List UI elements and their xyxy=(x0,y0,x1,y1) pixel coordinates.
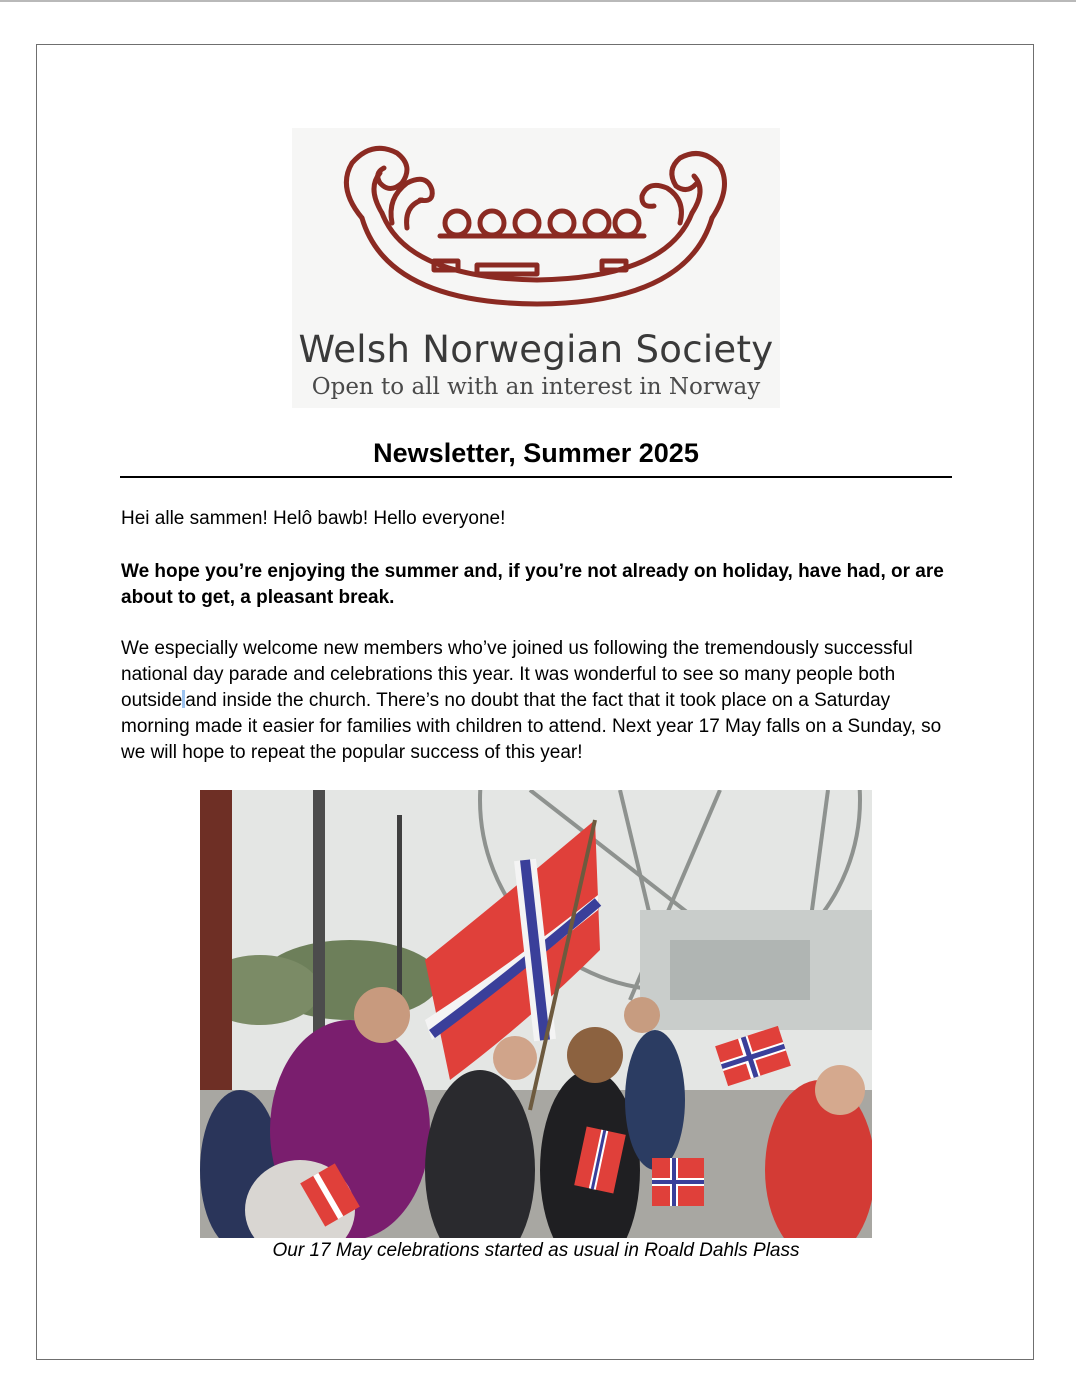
welcome-paragraph xyxy=(121,636,951,766)
society-logo xyxy=(292,128,780,408)
welcome-text-start: We especially welcome new members who’ve joined us following the tremendously successful national day parade and celebrations this year. It was wonderful to see so many people both outside xyxy=(121,638,913,711)
window-top-border xyxy=(0,0,1076,2)
welcome-text-end: and inside the church. There’s no doubt that the fact that it took place on a Saturday morning made it easier for families with children to attend. Next year 17 May falls on a Sunday, so we will hope to repeat the popular success of this year! xyxy=(121,690,942,763)
viking-ship-icon xyxy=(292,128,780,328)
summer-wishes-paragraph: We hope you’re enjoying the summer and, if you’re not already on holiday, have had, or are about to get, a pleasant break. xyxy=(121,561,944,608)
greeting-paragraph: Hei alle sammen! Helô bawb! Hello everyone! xyxy=(121,508,506,529)
parade-photo xyxy=(200,790,872,1238)
society-tagline: Open to all with an interest in Norway xyxy=(311,374,761,400)
society-name: Welsh Norwegian Society xyxy=(298,328,774,371)
newsletter-title: Newsletter, Summer 2025 xyxy=(373,438,699,468)
title-underline xyxy=(120,476,952,478)
photo-caption: Our 17 May celebrations started as usual in Roald Dahls Plass xyxy=(272,1240,800,1261)
